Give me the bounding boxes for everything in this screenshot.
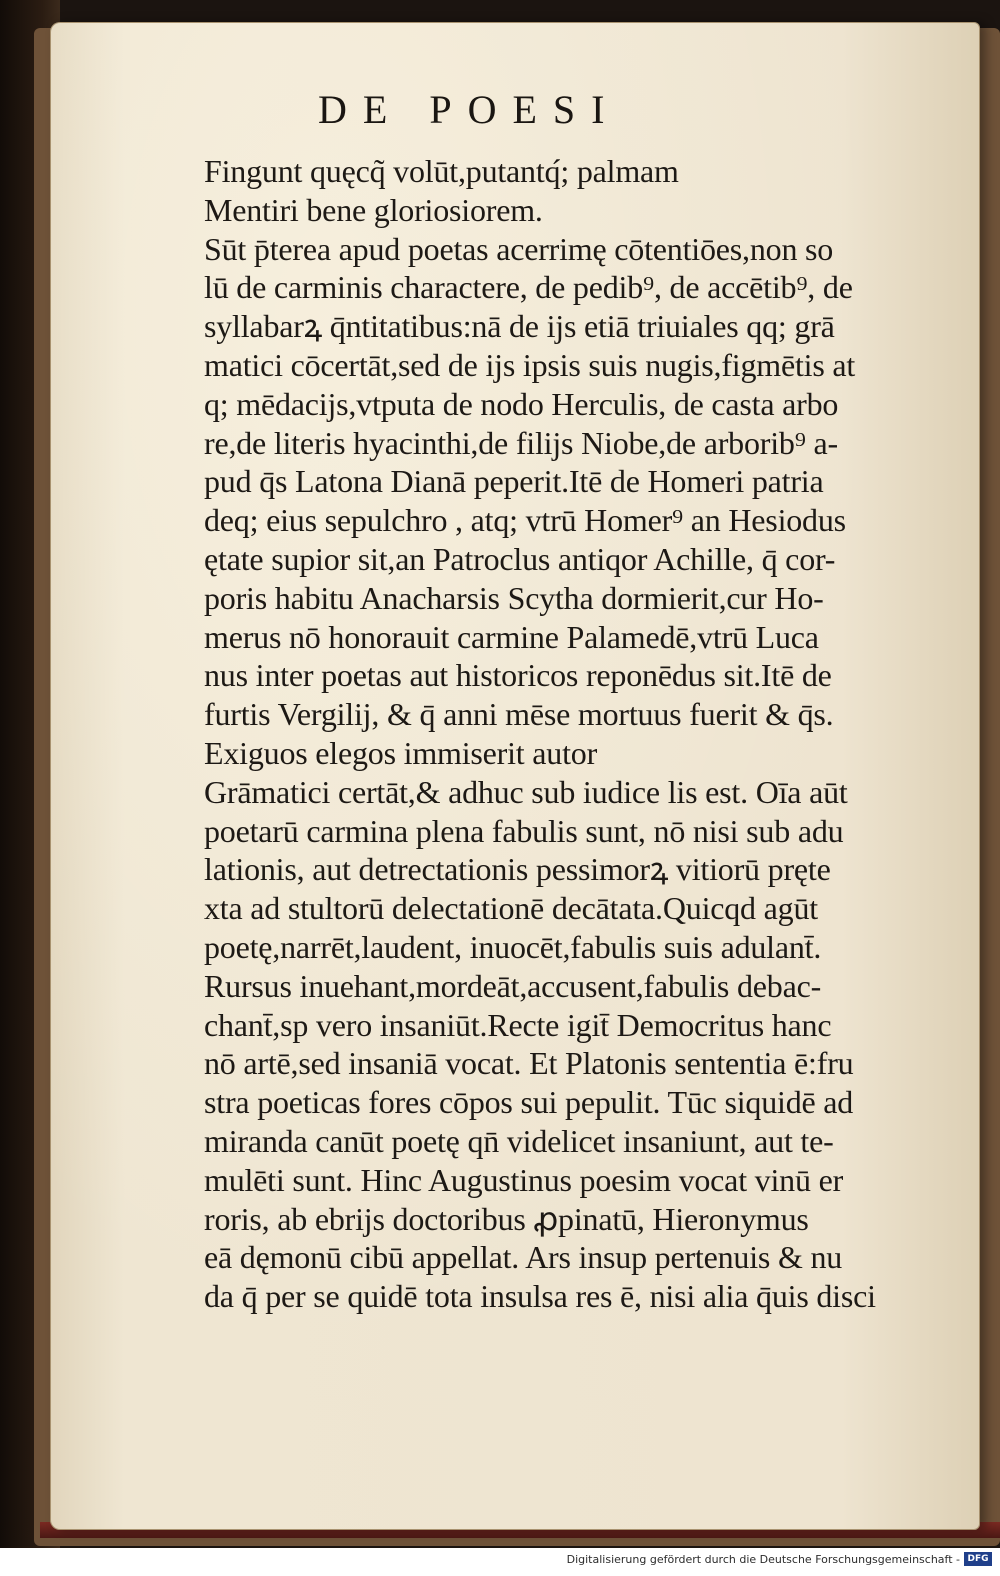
text-line: poris habitu Anacharsis Scytha dormierit,cur Ho- xyxy=(204,579,824,616)
dfg-logo: DFG xyxy=(964,1552,992,1566)
text-line: pud q̄s Latona Dianā peperit.Itē de Homeri patria xyxy=(204,463,824,500)
text-line: ętate supior sit,an Patroclus antiqor Achille, q̄ cor- xyxy=(204,540,836,577)
text-line: chant̄,sp vero insaniūt.Recte igit̄ Democritus hanc xyxy=(204,1006,832,1043)
text-line: da q̄ per se quidē tota insulsa res ē, nisi alia q̄uis disci xyxy=(204,1278,876,1315)
text-line: roris, ab ebrijs doctoribus ꝓpinatū, Hieronymus xyxy=(204,1200,809,1237)
text-line: eā dęmonū cibū appellat. Ars insup pertenuis & nu xyxy=(204,1239,843,1276)
text-line: Mentiri bene gloriosiorem. xyxy=(204,191,543,228)
text-line: poetę,narrēt,laudent, inuocēt,fabulis suis adulant̄. xyxy=(204,928,822,965)
text-line: poetarū carmina plena fabulis sunt, nō nisi sub adu xyxy=(204,812,844,849)
text-line: q; mēdacijs,vtputa de nodo Herculis, de casta arbo xyxy=(204,385,839,422)
text-line: Fingunt quęcq̃ volūt,putantq́; palmam xyxy=(204,153,679,189)
text-line: Exiguos elegos immiserit autor xyxy=(204,734,598,771)
body-text xyxy=(204,152,932,1316)
running-head: DE POESI xyxy=(318,87,621,132)
text-line: nō artē,sed insaniā vocat. Et Platonis sententia ē:fru xyxy=(204,1045,854,1082)
text-line: stra poeticas fores cōpos sui pepulit. Tūc siquidē ad xyxy=(204,1084,854,1121)
footer-credit: Digitalisierung gefördert durch die Deutsche Forschungsgemeinschaft - xyxy=(566,1553,960,1566)
text-line: Grāmatici certāt,& adhuc sub iudice lis est. Oīa aūt xyxy=(204,773,848,810)
text-line: matici cōcertāt,sed de ijs ipsis suis nugis,figmētis at xyxy=(204,346,856,383)
text-line: xta ad stultorū delectationē decātata.Quicqd agūt xyxy=(204,890,818,927)
text-line: Sūt p̄terea apud poetas acerrimę cōtentiōes,non so xyxy=(204,230,834,267)
text-line: lū de carminis charactere, de pedib⁹, de accētib⁹, de xyxy=(204,269,853,306)
text-line: deq; eius sepulchro , atq; vtrū Homer⁹ an Hesiodus xyxy=(204,502,846,539)
text-line: Rursus inuehant,mordeāt,accusent,fabulis debac- xyxy=(204,967,822,1004)
text-line: re,de literis hyacinthi,de filijs Niobe,de arborib⁹ a- xyxy=(204,424,838,461)
text-line: nus inter poetas aut historicos reponēdus sit.Itē de xyxy=(204,657,832,694)
text-line: merus nō honorauit carmine Palamedē,vtrū Luca xyxy=(204,618,819,655)
text-line: furtis Vergilij, & q̄ anni mēse mortuus fuerit & q̄s. xyxy=(204,696,834,733)
text-line: syllabarꝝ q̄ntitatibus:nā de ijs etiā triuiales qq; grā xyxy=(204,308,835,345)
text-line: miranda canūt poetę qn̄ videlicet insaniunt, aut te- xyxy=(204,1122,834,1159)
text-line: lationis, aut detrectationis pessimorꝝ vitiorū pręte xyxy=(204,851,831,888)
text-line: mulēti sunt. Hinc Augustinus poesim vocat vinū er xyxy=(204,1161,844,1198)
